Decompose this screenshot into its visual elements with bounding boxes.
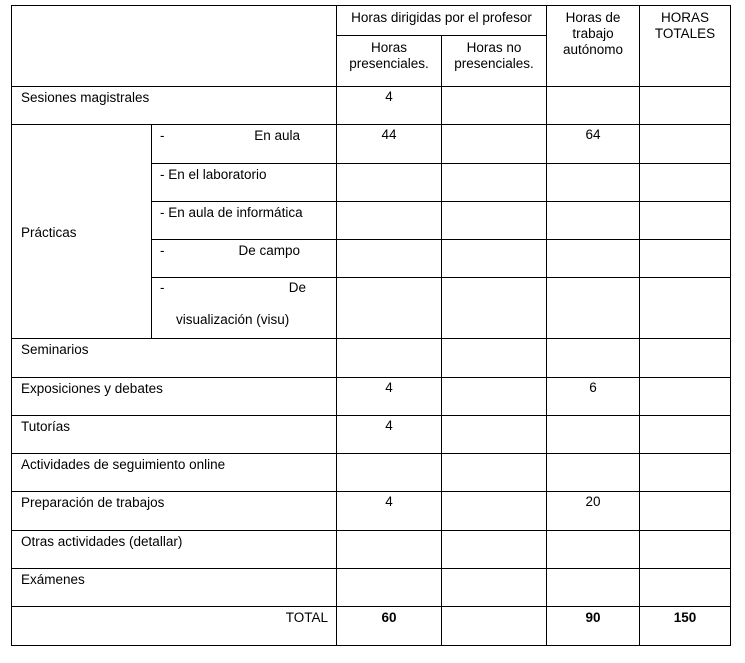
total-no-presenciales [442, 607, 547, 646]
total-totales: 150 [640, 607, 731, 646]
header-dirigidas: Horas dirigidas por el profesor [337, 6, 547, 36]
table-row [12, 339, 731, 378]
row-label-otras: Otras actividades (detallar) [12, 531, 337, 569]
table-row [12, 531, 731, 569]
cell-trabajos-autonomo: 20 [547, 492, 640, 531]
cell-campo-totales [640, 240, 731, 278]
cell-tutorias-totales [640, 416, 731, 454]
row-label-sesiones: Sesiones magistrales [12, 87, 337, 125]
cell-online-no-presenciales [442, 454, 547, 492]
cell-exposiciones-presenciales: 4 [337, 378, 442, 416]
cell-seminarios-totales [640, 339, 731, 378]
row-label-informatica: - En aula de informática [152, 202, 337, 240]
cell-sesiones-no-presenciales [442, 87, 547, 125]
table-row [12, 87, 731, 125]
cell-sesiones-autonomo [547, 87, 640, 125]
table-row [12, 416, 731, 454]
cell-otras-autonomo [547, 531, 640, 569]
label-visu-top: De [288, 280, 306, 295]
row-label-seminarios: Seminarios [12, 339, 337, 378]
header-no-presenciales: Horas no presenciales. [442, 36, 547, 87]
cell-campo-presenciales [337, 240, 442, 278]
cell-laboratorio-presenciales [337, 164, 442, 202]
table-row [12, 492, 731, 531]
hours-table [11, 5, 731, 646]
cell-laboratorio-autonomo [547, 164, 640, 202]
cell-tutorias-autonomo [547, 416, 640, 454]
dash-en-aula: - [160, 128, 165, 143]
cell-informatica-no-presenciales [442, 202, 547, 240]
row-label-examenes: Exámenes [12, 569, 337, 607]
dash-visu: - [160, 280, 165, 295]
cell-exposiciones-no-presenciales [442, 378, 547, 416]
table-row [12, 569, 731, 607]
cell-laboratorio-totales [640, 164, 731, 202]
total-autonomo: 90 [547, 607, 640, 646]
cell-examenes-totales [640, 569, 731, 607]
header-autonomo: Horas de trabajo autónomo [547, 6, 640, 87]
cell-en-aula-presenciales: 44 [337, 125, 442, 164]
cell-laboratorio-no-presenciales [442, 164, 547, 202]
row-label-campo [152, 240, 337, 278]
cell-sesiones-totales [640, 87, 731, 125]
label-visu-bottom: visualización (visu) [176, 312, 290, 327]
cell-en-aula-totales [640, 125, 731, 164]
cell-tutorias-presenciales: 4 [337, 416, 442, 454]
cell-informatica-totales [640, 202, 731, 240]
row-label-laboratorio: - En el laboratorio [152, 164, 337, 202]
row-label-tutorias: Tutorías [12, 416, 337, 454]
cell-otras-totales [640, 531, 731, 569]
cell-informatica-presenciales [337, 202, 442, 240]
row-label-visu [152, 278, 337, 339]
cell-seminarios-presenciales [337, 339, 442, 378]
cell-visu-no-presenciales [442, 278, 547, 339]
cell-online-presenciales [337, 454, 442, 492]
label-campo: De campo [238, 243, 300, 258]
cell-otras-presenciales [337, 531, 442, 569]
cell-seminarios-autonomo [547, 339, 640, 378]
total-presenciales: 60 [337, 607, 442, 646]
header-presenciales: Horas presenciales. [337, 36, 442, 87]
row-label-exposiciones: Exposiciones y debates [12, 378, 337, 416]
cell-campo-no-presenciales [442, 240, 547, 278]
table-row [12, 378, 731, 416]
cell-tutorias-no-presenciales [442, 416, 547, 454]
cell-trabajos-totales [640, 492, 731, 531]
cell-examenes-no-presenciales [442, 569, 547, 607]
cell-online-totales [640, 454, 731, 492]
table-row [12, 454, 731, 492]
cell-seminarios-no-presenciales [442, 339, 547, 378]
cell-online-autonomo [547, 454, 640, 492]
row-label-practicas: Prácticas [12, 125, 152, 339]
cell-campo-autonomo [547, 240, 640, 278]
row-label-online: Actividades de seguimiento online [12, 454, 337, 492]
cell-visu-presenciales [337, 278, 442, 339]
total-label: TOTAL [12, 607, 337, 646]
header-blank-cell [12, 6, 337, 87]
cell-trabajos-presenciales: 4 [337, 492, 442, 531]
cell-informatica-autonomo [547, 202, 640, 240]
cell-sesiones-presenciales: 4 [337, 87, 442, 125]
cell-trabajos-no-presenciales [442, 492, 547, 531]
header-totales: HORAS TOTALES [640, 6, 731, 87]
cell-visu-totales [640, 278, 731, 339]
cell-exposiciones-totales [640, 378, 731, 416]
cell-exposiciones-autonomo: 6 [547, 378, 640, 416]
cell-examenes-autonomo [547, 569, 640, 607]
row-label-trabajos: Preparación de trabajos [12, 492, 337, 531]
cell-examenes-presenciales [337, 569, 442, 607]
cell-en-aula-no-presenciales [442, 125, 547, 164]
table-row-total [12, 607, 731, 646]
table-row [12, 125, 731, 164]
label-en-aula: En aula [254, 128, 300, 143]
cell-en-aula-autonomo: 64 [547, 125, 640, 164]
cell-visu-autonomo [547, 278, 640, 339]
row-label-en-aula [152, 125, 337, 164]
cell-otras-no-presenciales [442, 531, 547, 569]
dash-campo: - [160, 243, 165, 258]
